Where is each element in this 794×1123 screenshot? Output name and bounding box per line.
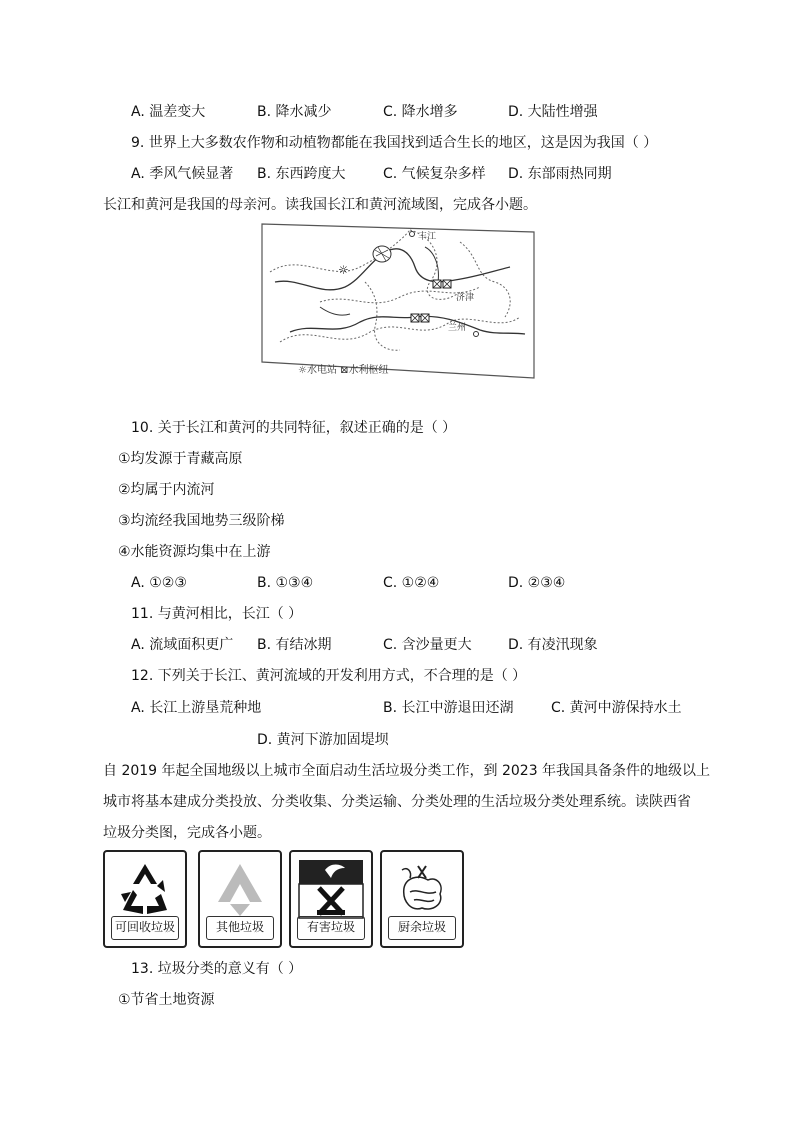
q9-option-c: C. 气候复杂多样 [383,166,486,182]
q11-option-a: A. 流域面积更广 [131,637,234,653]
q9-option-d: D. 东部雨热同期 [508,166,612,182]
q12-option-c: C. 黄河中游保持水土 [551,700,682,716]
intro-rivers: 长江和黄河是我国的母亲河。读我国长江和黄河流域图，完成各小题。 [103,197,537,213]
q12-option-a: A. 长江上游垦荒种地 [131,700,262,716]
q11-option-d: D. 有凌汛现象 [508,637,598,653]
map-place-2: 济津 [456,293,475,303]
river-basin-map [260,222,536,380]
q10-statement-1: ①均发源于青藏高原 [118,451,243,467]
bin-other [198,850,282,948]
bin-hazardous [289,850,373,948]
q10-statement-3: ③均流经我国地势三级阶梯 [118,513,285,529]
bin-kitchen [380,850,464,948]
hazardous-waste-icon [297,858,365,920]
map-legend: ☼水电站 ⊠水利枢纽 [298,365,389,376]
bin-label-other: 其他垃圾 [206,916,274,940]
q10-statement-4: ④水能资源均集中在上游 [118,544,271,560]
intro-waste-line-3: 垃圾分类图，完成各小题。 [103,825,271,841]
other-waste-icon [206,858,274,920]
q10-option-c: C. ①②④ [383,575,440,591]
q12-option-d: D. 黄河下游加固堤坝 [257,732,389,748]
q13-stem: 13. 垃圾分类的意义有（ ） [131,961,303,977]
bin-label-kitchen: 厨余垃圾 [388,916,456,940]
q10-option-b: B. ①③④ [257,575,314,591]
recycle-icon [111,858,179,920]
q13-statement-1: ①节省土地资源 [118,992,215,1008]
q10-option-a: A. ①②③ [131,575,187,591]
q11-stem: 11. 与黄河相比，长江（ ） [131,606,303,622]
q12-option-b: B. 长江中游退田还湖 [383,700,514,716]
q11-option-b: B. 有结冰期 [257,637,332,653]
q10-statement-2: ②均属于内流河 [118,482,215,498]
q9-stem: 9. 世界上大多数农作物和动植物都能在我国找到适合生长的地区，这是因为我国（ ） [131,135,658,151]
map-place-1: 丰江 [418,232,437,242]
q9-option-b: B. 东西跨度大 [257,166,346,182]
q12-stem: 12. 下列关于长江、黄河流域的开发利用方式，不合理的是（ ） [131,668,527,684]
bin-label-recyclable: 可回收垃圾 [111,916,179,940]
q11-option-c: C. 含沙量更大 [383,637,472,653]
river-basin-map-figure [260,222,536,380]
bin-label-hazardous: 有害垃圾 [297,916,365,940]
q10-option-d: D. ②③④ [508,575,566,591]
map-place-3: 兰州 [448,323,467,333]
q10-stem: 10. 关于长江和黄河的共同特征，叙述正确的是（ ） [131,420,457,436]
q8-option-d: D. 大陆性增强 [508,104,598,120]
bin-recyclable [103,850,187,948]
svg-text:☼: ☼ [338,263,349,277]
kitchen-waste-icon [388,858,456,920]
q8-option-a: A. 温差变大 [131,104,206,120]
q8-option-c: C. 降水增多 [383,104,458,120]
waste-sorting-figure [103,850,468,950]
intro-waste-line-2: 城市将基本建成分类投放、分类收集、分类运输、分类处理的生活垃圾分类处理系统。读陕西省 [103,794,691,810]
q9-option-a: A. 季风气候显著 [131,166,234,182]
q8-option-b: B. 降水减少 [257,104,332,120]
intro-waste-line-1: 自 2019 年起全国地级以上城市全面启动生活垃圾分类工作，到 2023 年我国具备条件的地级以上 [103,763,711,779]
